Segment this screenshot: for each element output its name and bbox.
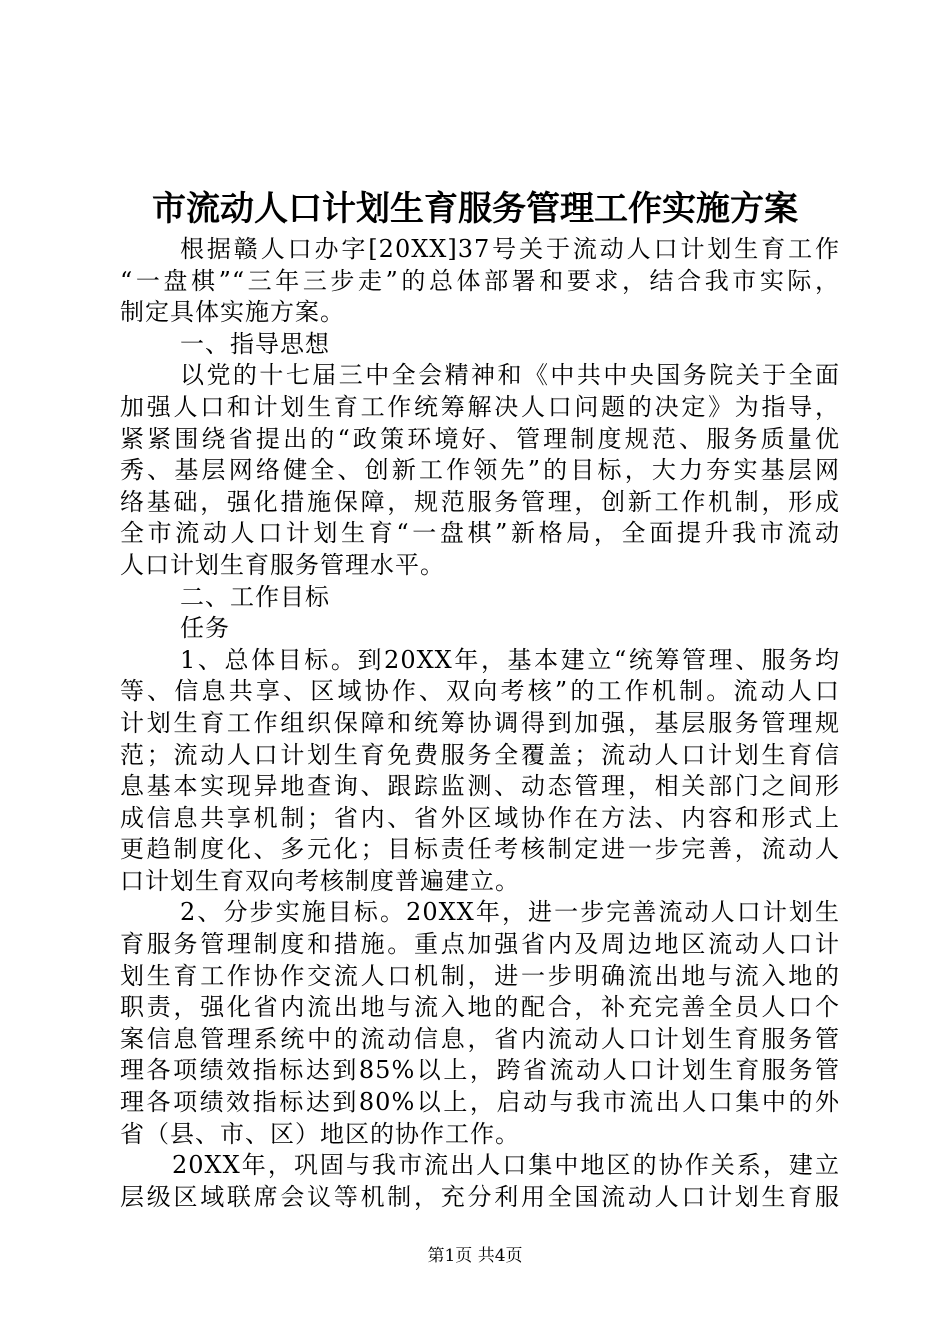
text-line: 以党的十七届三中全会精神和《中共中央国务院关于全面 [180,361,840,390]
text-line: 1、总体目标。到20XX年，基本建立“统筹管理、服务均 [180,645,840,674]
text-line: 络基础，强化措施保障，规范服务管理，创新工作机制，形成 [120,487,840,516]
text-line: 紧紧围绕省提出的“政策环境好、管理制度规范、服务质量优 [120,424,840,453]
text-line: 20XX年，巩固与我市流出人口集中地区的协作关系，建立 [172,1151,840,1180]
text-line: 更趋制度化、多元化；目标责任考核制定进一步完善，流动人 [120,835,840,864]
text-line: 划生育工作协作交流人口机制，进一步明确流出地与流入地的 [120,961,840,990]
text-line: 等、信息共享、区域协作、双向考核”的工作机制。流动人口 [120,677,840,706]
text-line: 职责，强化省内流出地与流入地的配合，补充完善全员人口个 [120,993,840,1022]
text-line: 口计划生育双向考核制度普遍建立。 [120,866,520,895]
text-line: 秀、基层网络健全、创新工作领先”的目标，大力夯实基层网 [120,456,840,485]
text-line: 成信息共享机制；省内、省外区域协作在方法、内容和形式上 [120,803,840,832]
text-line: 省（县、市、区）地区的协作工作。 [120,1119,520,1148]
text-line: 加强人口和计划生育工作统筹解决人口问题的决定》为指导， [120,392,840,421]
text-line: 育服务管理制度和措施。重点加强省内及周边地区流动人口计 [120,930,840,959]
text-line: 范；流动人口计划生育免费服务全覆盖；流动人口计划生育信 [120,740,840,769]
page-footer: 第1页 共4页 [427,1246,523,1266]
text-line: 案信息管理系统中的流动信息，省内流动人口计划生育服务管 [120,1024,840,1053]
section-heading: 一、指导思想 [180,329,330,358]
document-title: 市流动人口计划生育服务管理工作实施方案 [152,189,798,229]
text-line: 理各项绩效指标达到85%以上，跨省流动人口计划生育服务管 [120,1056,840,1085]
text-line: 息基本实现异地查询、跟踪监测、动态管理，相关部门之间形 [120,772,840,801]
text-line: 制定具体实施方案。 [120,298,345,327]
text-line: “一盘棋”“三年三步走”的总体部署和要求，结合我市实际， [120,266,840,295]
text-line: 2、分步实施目标。20XX年，进一步完善流动人口计划生 [180,898,840,927]
text-line: 人口计划生育服务管理水平。 [120,550,445,579]
text-line: 计划生育工作组织保障和统筹协调得到加强，基层服务管理规 [120,708,840,737]
text-line: 理各项绩效指标达到80%以上，启动与我市流出人口集中的外 [120,1088,840,1117]
text-line: 层级区域联席会议等机制，充分利用全国流动人口计划生育服 [120,1182,840,1211]
text-line: 根据赣人口办字[20XX]37号关于流动人口计划生育工作 [180,235,840,263]
text-line: 任务 [180,614,230,643]
text-line: 全市流动人口计划生育“一盘棋”新格局，全面提升我市流动 [120,519,840,548]
section-heading: 二、工作目标 [180,582,330,611]
document-body [120,234,840,1213]
